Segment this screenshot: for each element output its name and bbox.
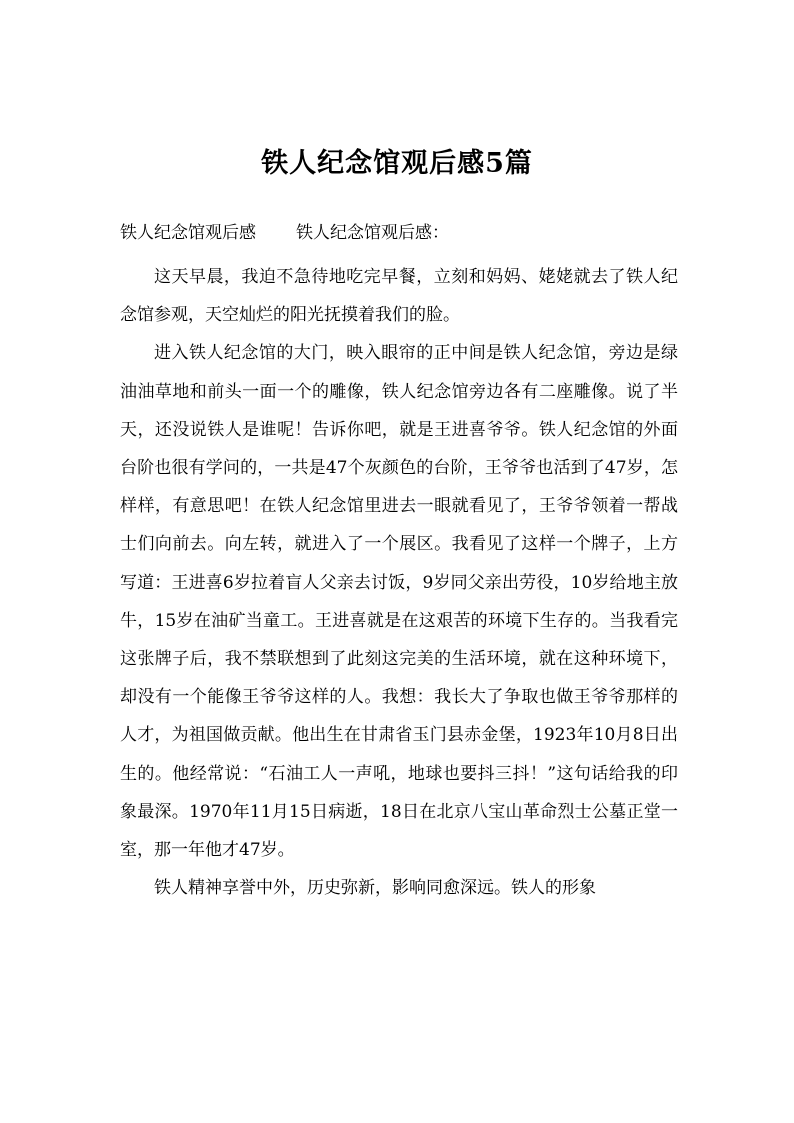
subtitle-left: 铁人纪念馆观后感 [120,223,256,243]
subtitle-right: 铁人纪念馆观后感： [296,223,449,243]
paragraph-intro: 这天早晨，我迫不急待地吃完早餐，立刻和妈妈、姥姥就去了铁人纪念馆参观，天空灿烂的阳光抚摸着我们的脸。 [120,267,678,326]
subtitle-line [120,220,449,246]
paragraph-main: 进入铁人纪念馆的大门，映入眼帘的正中间是铁人纪念馆，旁边是绿油油草地和前头一面一个的雕像，铁人纪念馆旁边各有二座雕像。说了半天，还没说铁人是谁呢！告诉你吧，就是王进喜爷爷。铁人纪念馆的外面台阶也很有学问的，一共是47个灰颜色的台阶，王爷爷也活到了47岁，怎样样，有意思吧！在铁人纪念馆里进去一眼就看见了，王爷爷领着一帮战士们向前去。向左转，就进入了一个展区。我看见了这样一个牌子，上方写道：王进喜6岁拉着盲人父亲去讨饭，9岁同父亲出劳役，10岁给地主放牛，15岁在油矿当童工。王进喜就是在这艰苦的环境下生存的。当我看完这张牌子后，我不禁联想到了此刻这完美的生活环境，就在这种环境下，却没有一个能像王爷爷这样的人。我想：我长大了争取也做王爷爷那样的人才，为祖国做贡献。他出生在甘肃省玉门县赤金堡，1923年10月8日出生的。他经常说：“石油工人一声吼，地球也要抖三抖！”这句话给我的印象最深。1970年11月15日病逝，18日在北京八宝山革命烈士公墓正堂一室，那一年他才47岁。 [120,343,678,861]
document-title: 铁人纪念馆观后感5篇 [261,148,533,179]
paragraph-continued: 铁人精神享誉中外，历史弥新，影响同愈深远。铁人的形象 [154,878,596,899]
document-body [120,258,678,907]
